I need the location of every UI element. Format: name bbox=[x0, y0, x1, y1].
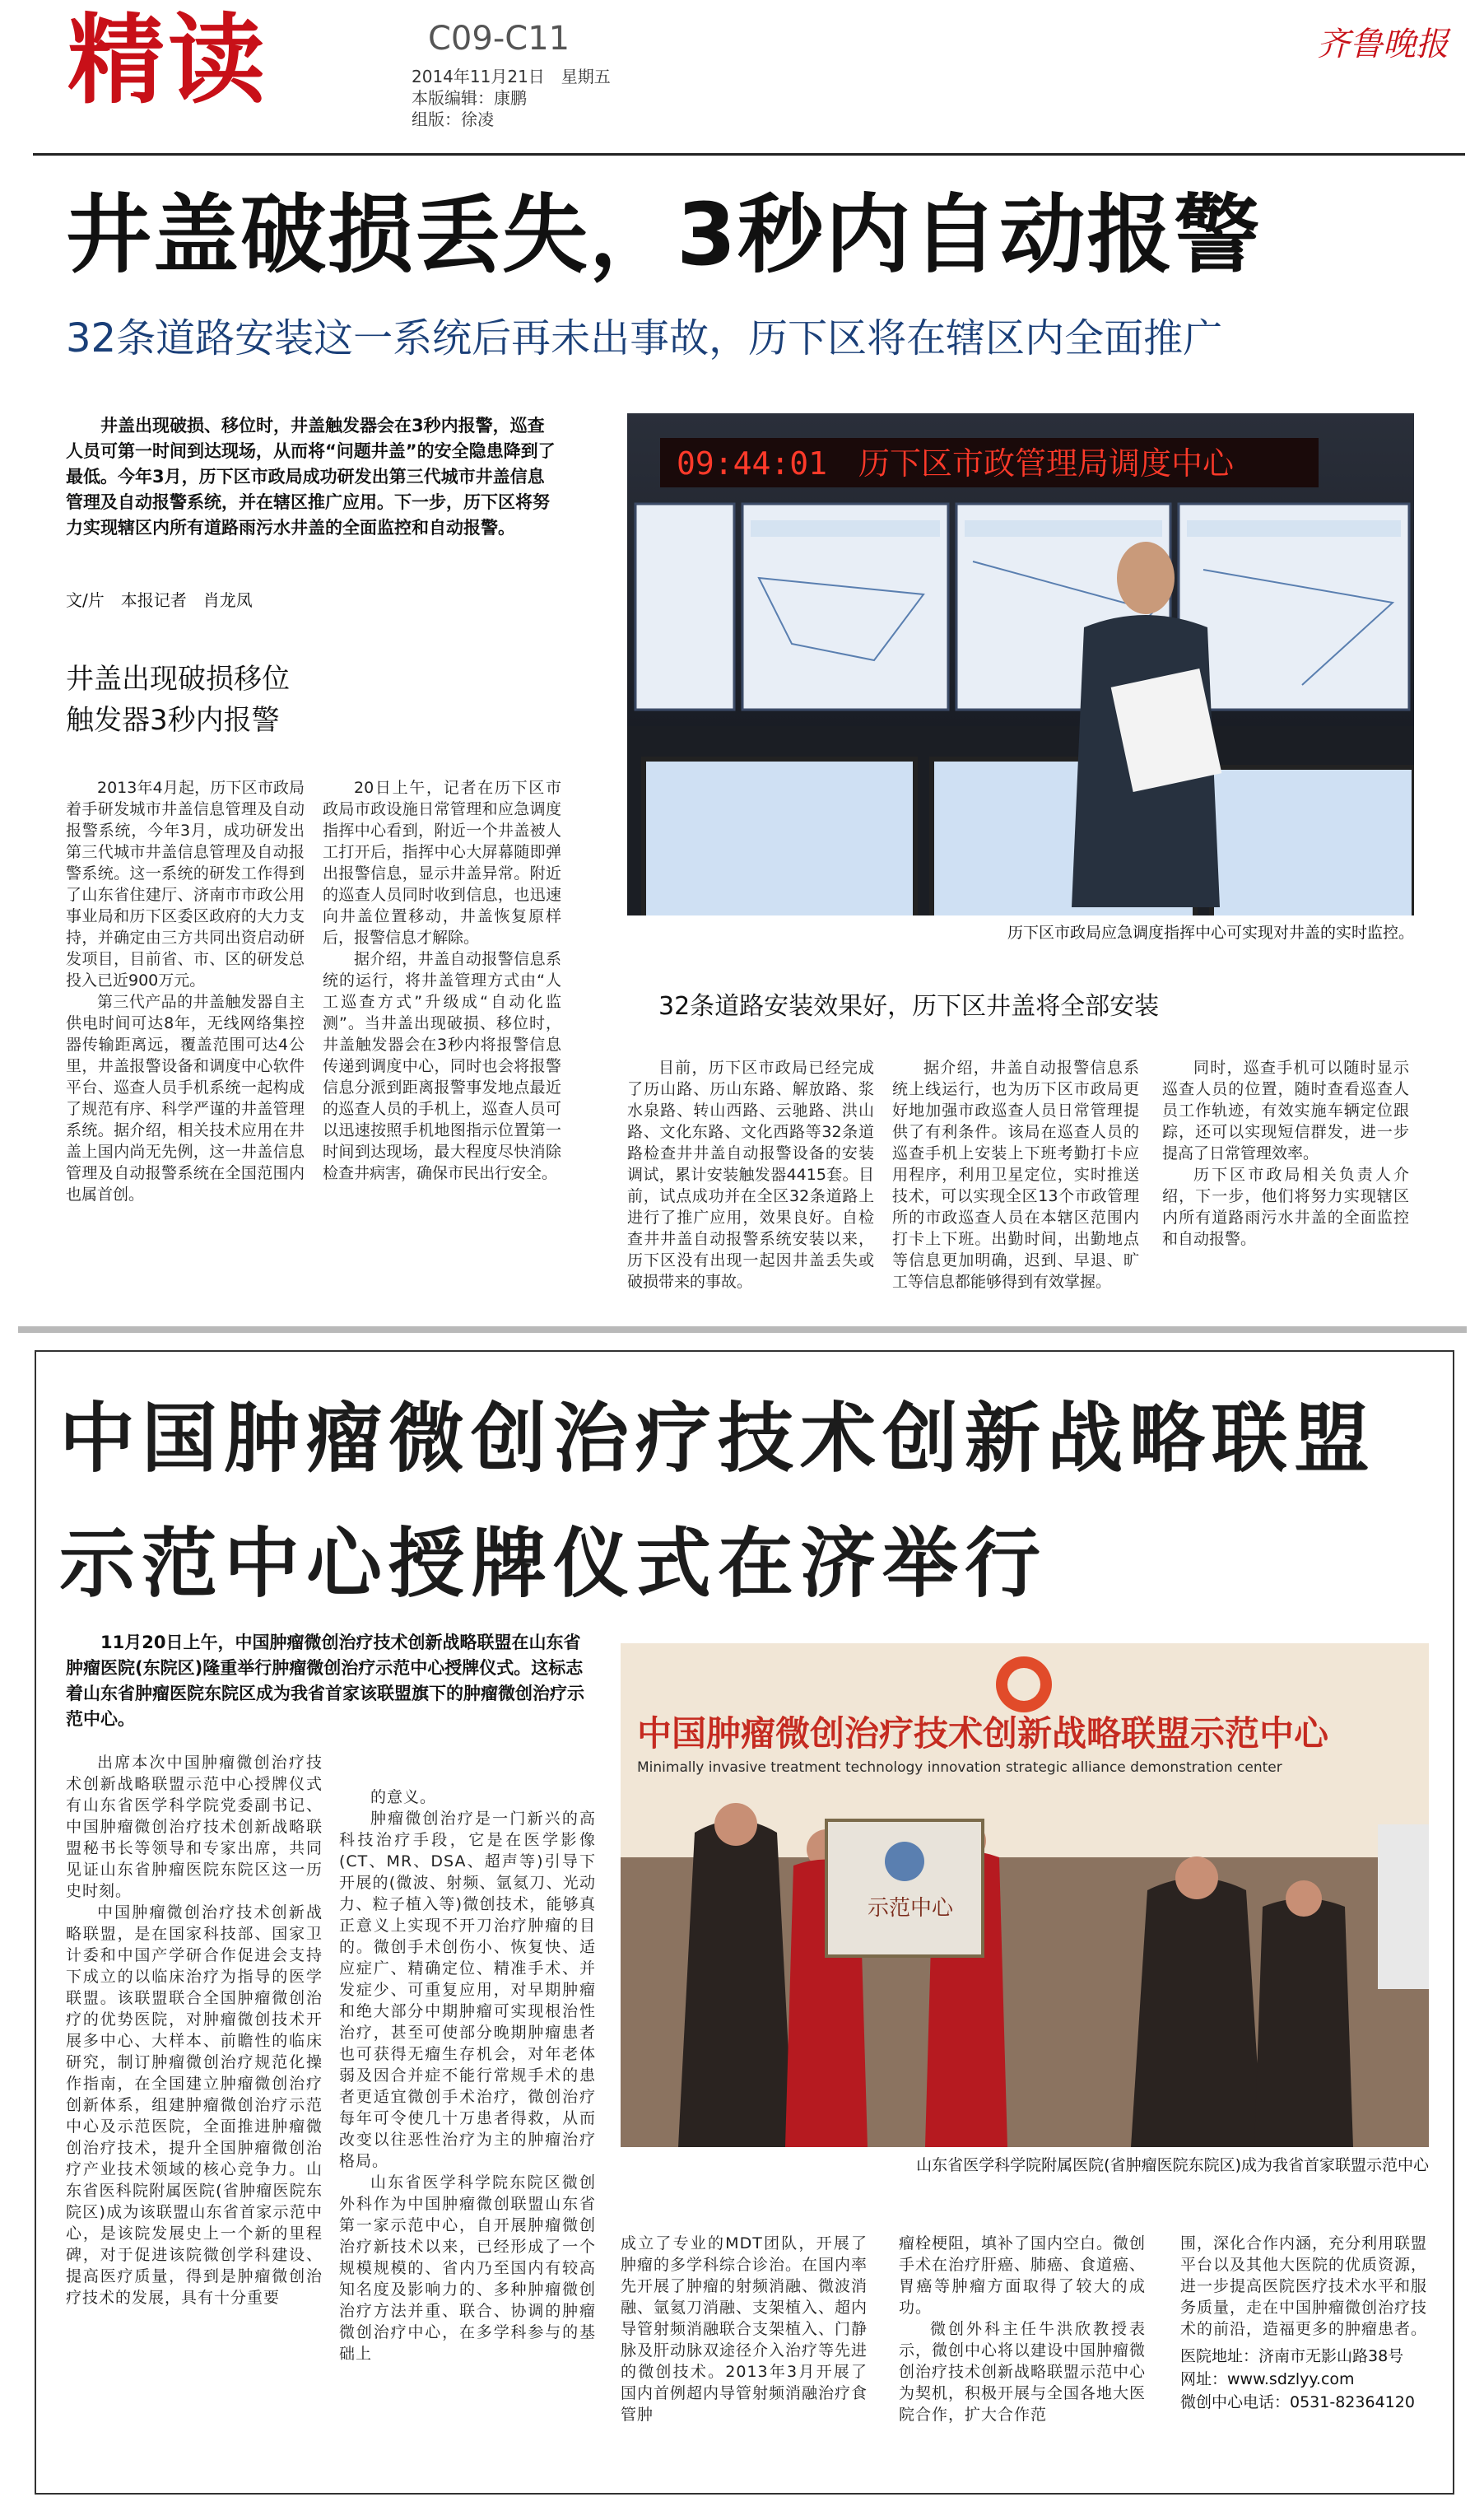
section-title: 精读 bbox=[67, 3, 269, 117]
issue-date: 2014年11月21日 星期五 bbox=[412, 67, 611, 86]
newspaper-logo: 齐鲁晚报 bbox=[1317, 26, 1449, 63]
paragraph: 山东省医学科学院东院区微创外科作为中国肿瘤微创联盟山东省第一家示范中心，自开展肿瘤微创治疗新技术以来，已经形成了一个规模规模的、省内乃至国内有较高知名度及影响力的、多种肿瘤微创治疗方法并重、联合、协调的肿瘤微创治疗中心，在多学科参与的基础上 bbox=[339, 2173, 596, 2363]
story1-section-head-2: 32条道路安装效果好，历下区井盖将全部安装 bbox=[658, 992, 1160, 1021]
story1-column-2 bbox=[323, 777, 561, 1184]
paragraph: 同时，巡查手机可以随时显示巡查人员的位置，随时查看巡查人员工作轨迹，有效实施车辆定位跟踪，还可以实现短信群发，进一步提高了日常管理效率。 bbox=[1162, 1059, 1409, 1162]
layout-credit: 组版：徐凌 bbox=[412, 109, 494, 129]
story1-column-4 bbox=[892, 1057, 1139, 1293]
paragraph: 2013年4月起，历下区市政局着手研发城市井盖信息管理及自动报警系统，今年3月，成功研发出第三代城市井盖信息管理及自动报警系统。这一系统的研发工作得到了山东省住建厅、济南市市政公用事业局和历下区委区政府的大力支持，并确定由三方共同出资启动研发项目，目前省、市、区的研发总投入已近900万元。 bbox=[66, 779, 305, 990]
story1-section-head-1 bbox=[66, 659, 290, 741]
issue-info bbox=[412, 66, 611, 130]
paragraph: 据介绍，井盖自动报警信息系统的运行，将井盖管理方式由“人工巡查方式”升级成“自动化监测”。当井盖出现破损、移位时，井盖触发器会在3秒内将报警信息传递到调度中心，同时也会将报警信息分派到距离报警事发地点最近的巡查人员的手机上，巡查人员可以迅速按照手机地图指示位置第一时间到达现场，最大程度尽快消除检查井病害，确保市民出行安全。 bbox=[323, 950, 561, 1182]
story2-column-5 bbox=[1180, 2233, 1427, 2414]
banner-english-text: Minimally invasive treatment technology innovation strategic alliance demonstration center bbox=[637, 1759, 1282, 1776]
hospital-phone: 微创中心电话：0531-82364120 bbox=[1180, 2393, 1415, 2411]
story1-photo-caption: 历下区市政局应急调度指挥中心可实现对井盖的实时监控。 bbox=[1007, 924, 1414, 942]
header-rule bbox=[33, 153, 1465, 156]
story1-headline: 井盖破损丢失，3秒内自动报警 bbox=[66, 184, 1262, 285]
paragraph: 肿瘤微创治疗是一门新兴的高科技治疗手段，它是在医学影像(CT、MR、DSA、超声等)引导下开展的(微波、射频、氩氦刀、光动力、粒子植入等)微创技术，能够真正意义上实现不开刀治疗肿瘤的目的。微创手术创伤小、恢复快、适应症广、精确定位、精准手术、并发症少、可重复应用，对早期肿瘤和绝大部分中期肿瘤可实现根治性治疗，甚至可使部分晚期肿瘤患者也可获得无瘤生存机会，对年老体弱及因合并症不能行常规手术的患者更适宜微创手术治疗，微创治疗每年可令使几十万患者得救，从而改变以往恶性治疗为主的肿瘤治疗格局。 bbox=[339, 1810, 596, 2170]
paragraph: 历下区市政局相关负责人介绍，下一步，他们将努力实现辖区内所有道路雨污水井盖的全面监控和自动报警。 bbox=[1162, 1166, 1409, 1248]
story2-photo-caption: 山东省医学科学院附属医院(省肿瘤医院东院区)成为我省首家联盟示范中心 bbox=[916, 2156, 1429, 2174]
paragraph: 目前，历下区市政局已经完成了历山路、历山东路、解放路、浆水泉路、转山西路、云驰路、洪山路、文化东路、文化西路等32条道路检查井井盖自动报警设备的安装调试，累计安装触发器4415套。目前，试点成功并在全区32条道路上进行了推广应用，效果良好。自检查井井盖自动报警系统安装以来，历下区没有出现一起因井盖丢失或破损带来的事故。 bbox=[627, 1059, 874, 1291]
paragraph: 20日上午，记者在历下区市政局市政设施日常管理和应急调度指挥中心看到，附近一个井盖被人工打开后，指挥中心大屏幕随即弹出报警信息，显示井盖异常。附近的巡查人员同时收到信息，也迅速向井盖位置移动，井盖恢复原样后，报警信息才解除。 bbox=[323, 779, 561, 947]
paragraph: 据介绍，井盖自动报警信息系统上线运行，也为历下区市政局更好地加强市政巡查人员日常管理提供了有利条件。该局在巡查人员的巡查手机上安装上下班考勤打卡应用程序，利用卫星定位，实时推送技术，可以实现全区13个市政管理所的市政巡查人员在本辖区范围内打卡上下班。出勤时间，出勤地点等信息更加明确，迟到、早退、旷工等信息都能够得到有效掌握。 bbox=[892, 1059, 1139, 1291]
paragraph: 围，深化合作内涵，充分利用联盟平台以及其他大医院的优质资源，进一步提高医院医疗技术水平和服务质量，走在中国肿瘤微创治疗技术的前沿，造福更多的肿瘤患者。 bbox=[1180, 2234, 1428, 2338]
story2-lead: 11月20日上午，中国肿瘤微创治疗技术创新战略联盟在山东省肿瘤医院(东院区)隆重举行肿瘤微创治疗示范中心授牌仪式。这标志着山东省肿瘤医院东院区成为我省首家该联盟旗下的肿瘤微创治疗示范中心。 bbox=[66, 1633, 584, 1729]
hospital-address: 医院地址：济南市无影山路38号 bbox=[1180, 2347, 1404, 2365]
story1-photo bbox=[627, 413, 1414, 915]
story1-column-1 bbox=[66, 777, 305, 1205]
led-banner-text: 09:44:01 历下区市政管理局调度中心 bbox=[677, 445, 1235, 482]
banner-text: 中国肿瘤微创治疗技术创新战略联盟示范中心 bbox=[637, 1713, 1329, 1754]
plaque-text: 示范中心 bbox=[868, 1896, 954, 1921]
editor-credit: 本版编辑：康鹏 bbox=[412, 88, 527, 108]
story1-byline: 文/片 本报记者 肖龙凤 bbox=[66, 590, 253, 610]
section-head-line: 触发器3秒内报警 bbox=[66, 704, 280, 737]
story1-subhead: 32条道路安装这一系统后再未出事故，历下区将在辖区内全面推广 bbox=[66, 315, 1223, 361]
story2-headline bbox=[59, 1377, 1458, 1627]
paragraph: 第三代产品的井盖触发器自主供电时间可达8年，无线网络集控器传输距离远，覆盖范围可达4公里，井盖报警设备和调度中心软件平台、巡查人员手机系统一起构成了规范有序、科学严谨的井盖管理系统。据介绍，相关技术应用在井盖上国内尚无先例，这一井盖信息管理及自动报警系统在全国范围内也属首创。 bbox=[66, 993, 305, 1204]
section-head-line: 井盖出现破损移位 bbox=[66, 663, 290, 696]
story2-column-4 bbox=[899, 2233, 1146, 2425]
paragraph: 成立了专业的MDT团队，开展了肿瘤的多学科综合诊治。在国内率先开展了肿瘤的射频消融、微波消融、氩氦刀消融、支架植入、超内导管射频消融联合支架植入、门静脉及肝动脉双途径介入治疗等先进的微创技术。2013年3月开展了国内首例超内导管射频消融治疗食管肿 bbox=[621, 2234, 868, 2424]
hospital-website: 网址：www.sdzlyy.com bbox=[1180, 2370, 1355, 2388]
paragraph: 的意义。 bbox=[370, 1788, 437, 1806]
story2-column-3 bbox=[621, 2233, 868, 2425]
paragraph: 中国肿瘤微创治疗技术创新战略联盟，是在国家科技部、国家卫计委和中国产学研合作促进会支持下成立的以临床治疗为指导的医学联盟。该联盟联合全国肿瘤微创治疗的优势医院，对肿瘤微创技术开展多中心、大样本、前瞻性的临床研究，制订肿瘤微创治疗规范化操作指南，在全国建立肿瘤微创治疗创新体系，组建肿瘤微创治疗示范中心及示范医院，全面推进肿瘤微创治疗技术，提升全国肿瘤微创治疗产业技术领域的核心竞争力。山东省医科院附属医院(省肿瘤医院东院区)成为该联盟山东省首家示范中心，是该院发展史上一个新的里程碑，对于促进该院微创学科建设、提高医疗质量，得到是肿瘤微创治疗技术的发展，具有十分重要 bbox=[66, 1903, 323, 2307]
story1-lead: 井盖出现破损、移位时，井盖触发器会在3秒内报警，巡查人员可第一时间到达现场，从而将“问题井盖”的安全隐患降到了最低。今年3月，历下区市政局成功研发出第三代城市井盖信息管理及自动报警系统，并在辖区推广应用。下一步，历下区将努力实现辖区内所有道路雨污水井盖的全面监控和自动报警。 bbox=[66, 416, 556, 538]
story1-column-5 bbox=[1162, 1057, 1409, 1250]
headline-line: 示范中心授牌仪式在济举行 bbox=[59, 1520, 1048, 1608]
headline-line: 中国肿瘤微创治疗技术创新战略联盟 bbox=[59, 1395, 1377, 1483]
story-divider bbox=[18, 1326, 1467, 1333]
hospital-contact bbox=[1180, 2345, 1427, 2414]
paragraph: 瘤栓梗阻，填补了国内空白。微创手术在治疗肝癌、肺癌、食道癌、胃癌等肿瘤方面取得了较大的成功。 bbox=[899, 2234, 1147, 2317]
story2-column-1 bbox=[66, 1752, 323, 2308]
paragraph: 出席本次中国肿瘤微创治疗技术创新战略联盟示范中心授牌仪式有山东省医学科学院党委副书记、中国肿瘤微创治疗技术创新战略联盟秘书长等领导和专家出席，共同见证山东省肿瘤医院东院区这一历史时刻。 bbox=[66, 1754, 323, 1900]
story1-column-3 bbox=[627, 1057, 874, 1293]
story2-column-2 bbox=[339, 1787, 596, 2364]
paragraph: 微创外科主任牛洪欣教授表示，微创中心将以建设中国肿瘤微创治疗技术创新战略联盟示范中心为契机，积极开展与全国各地大医院合作，扩大合作范 bbox=[899, 2320, 1147, 2424]
story2-photo bbox=[621, 1643, 1429, 2147]
page-range: C09-C11 bbox=[428, 20, 570, 58]
